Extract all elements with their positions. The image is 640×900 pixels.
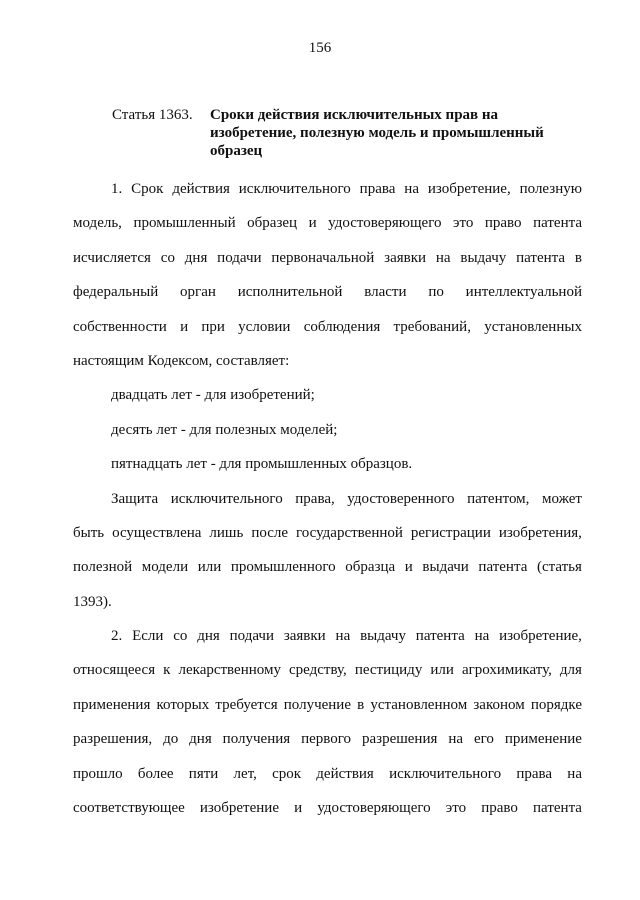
- body-line: собственности и при условии соблюдения требований, установленных: [73, 318, 582, 335]
- body-line: применения которых требуется получение в установленном законом порядке: [73, 696, 582, 713]
- body-line: настоящим Кодексом, составляет:: [73, 352, 290, 369]
- body-line: исчисляется со дня подачи первоначальной заявки на выдачу патента в: [73, 249, 582, 266]
- body-line: 1393).: [73, 593, 112, 610]
- body-line: быть осуществлена лишь после государственной регистрации изобретения,: [73, 524, 582, 541]
- body-line: прошло более пяти лет, срок действия исключительного права на: [73, 765, 582, 782]
- article-number: Статья 1363.: [112, 107, 193, 123]
- article-title-line: образец: [210, 143, 263, 159]
- body-line: соответствующее изобретение и удостоверяющего это право патента: [73, 800, 582, 817]
- article-body: [73, 172, 582, 825]
- body-line: 1. Срок действия исключительного права на изобретение, полезную: [111, 181, 582, 197]
- body-line: Защита исключительного права, удостоверенного патентом, может: [111, 490, 582, 507]
- body-line: пятнадцать лет - для промышленных образцов.: [111, 456, 413, 473]
- body-line: десять лет - для полезных моделей;: [111, 421, 338, 438]
- body-line: относящееся к лекарственному средству, пестициду или агрохимикату, для: [73, 662, 582, 679]
- body-line: разрешения, до дня получения первого разрешения на его применение: [73, 731, 582, 748]
- body-line: 2. Если со дня подачи заявки на выдачу патента на изобретение,: [111, 628, 582, 645]
- article-title-line: изобретение, полезную модель и промышленный: [210, 125, 544, 141]
- article-title-line: Сроки действия исключительных прав на: [210, 107, 499, 123]
- body-line: федеральный орган исполнительной власти по интеллектуальной: [73, 284, 582, 301]
- page-number: 156: [308, 40, 332, 56]
- article-title: [210, 106, 590, 160]
- body-line: модель, промышленный образец и удостоверяющего это право патента: [73, 215, 582, 232]
- body-line: двадцать лет - для изобретений;: [111, 387, 315, 404]
- body-line: полезной модели или промышленного образца и выдачи патента (статья: [73, 559, 582, 576]
